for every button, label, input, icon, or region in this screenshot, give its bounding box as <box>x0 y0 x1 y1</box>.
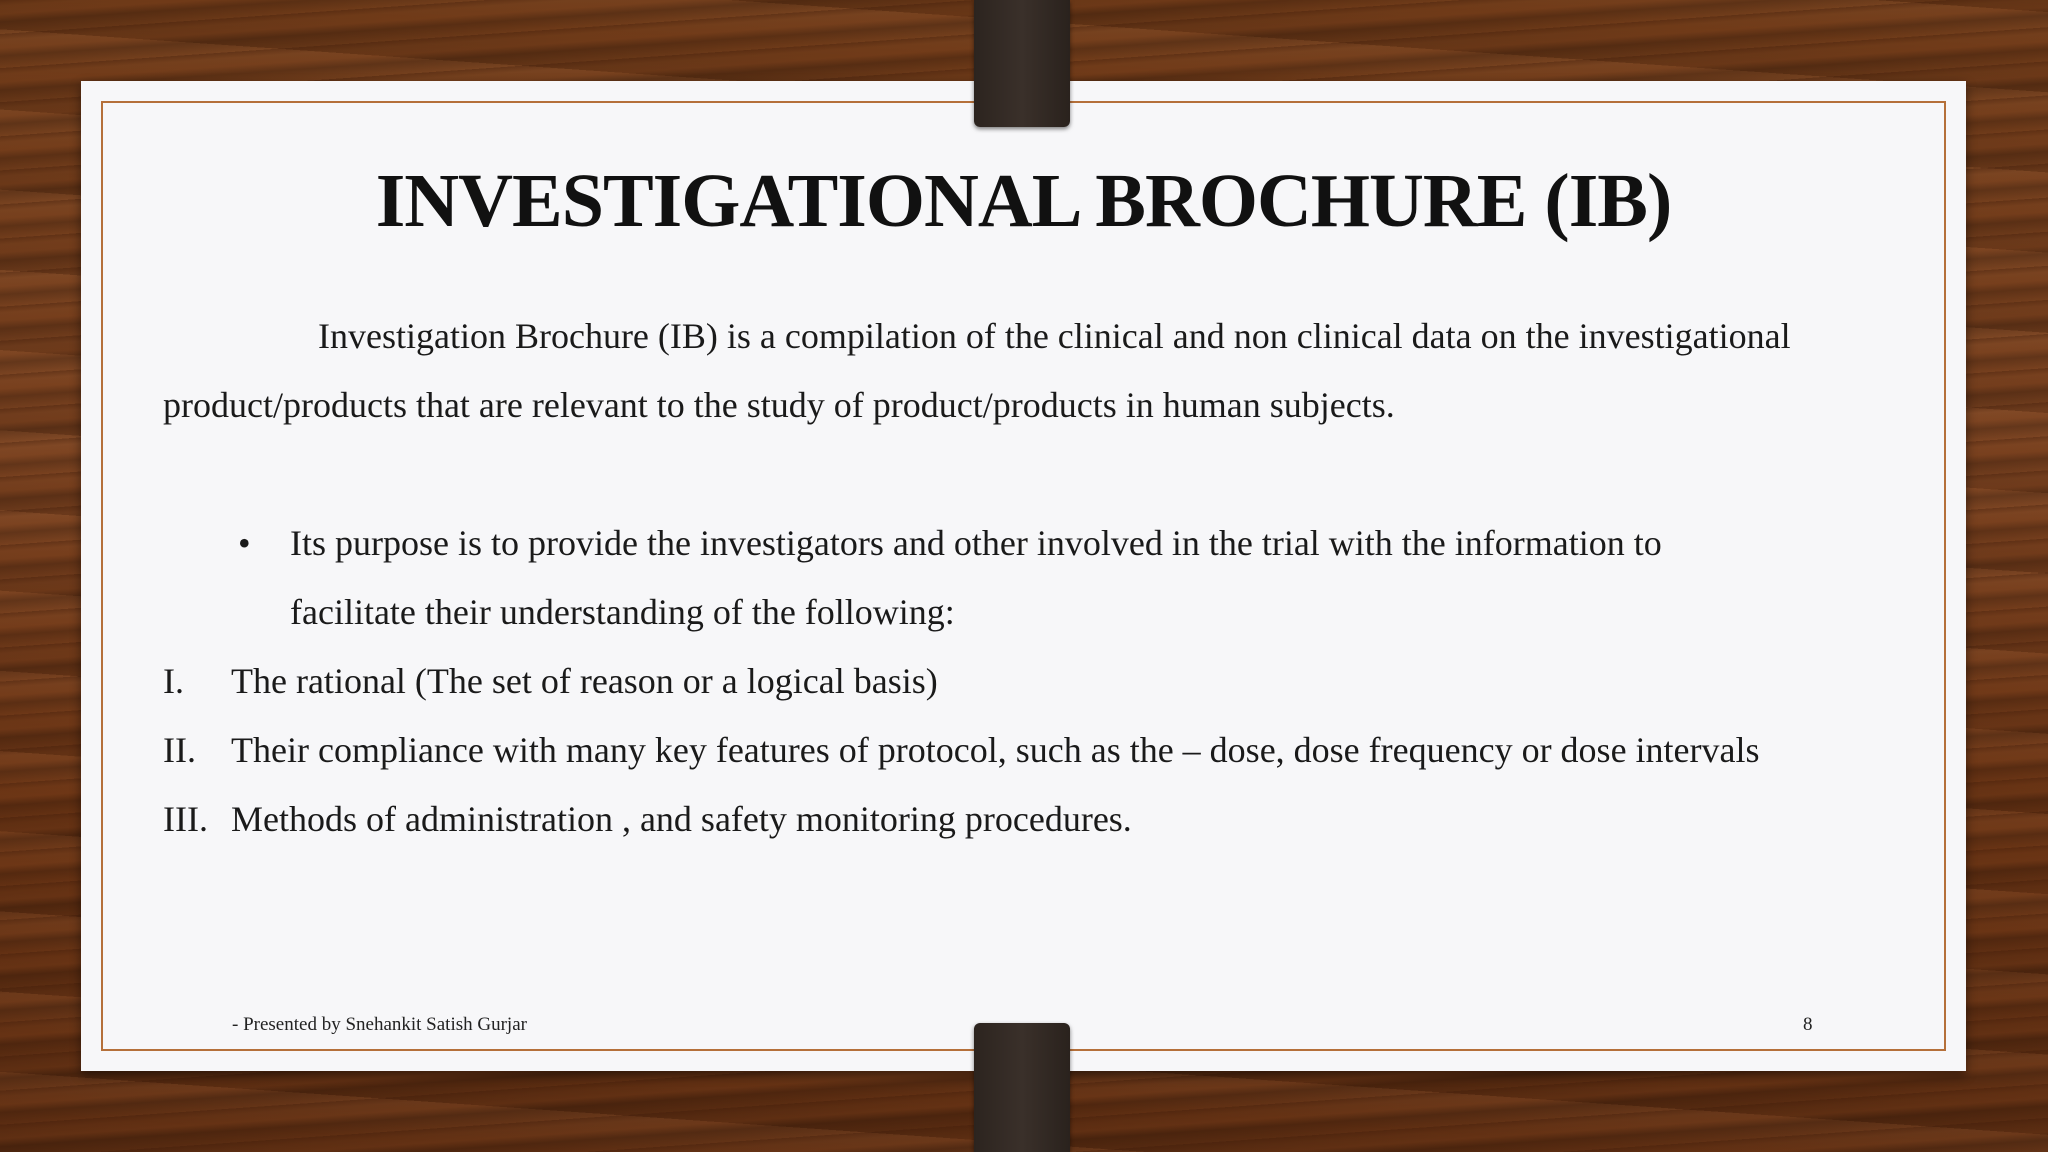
list-item <box>163 716 1963 785</box>
slide-page-number: 8 <box>1803 1014 1813 1035</box>
list-item <box>163 647 1963 716</box>
bullet-marker: • <box>238 523 251 563</box>
list-item-number: I. <box>163 661 184 701</box>
top-strap <box>974 0 1070 127</box>
list-item-text: Methods of administration , and safety monitoring procedures. <box>231 799 1132 839</box>
intro-paragraph: Investigation Brochure (IB) is a compilation of the clinical and non clinical data on the investigational product/products that are relevant to the study of product/products in human subjects. <box>163 316 1791 425</box>
footer-presenter: - Presented by Snehankit Satish Gurjar <box>232 1014 527 1035</box>
slide-title: INVESTIGATIONAL BROCHURE (IB) <box>375 159 1672 243</box>
roman-numeral-list <box>163 647 1963 854</box>
bullet-text: Its purpose is to provide the investigators and other involved in the trial with the information to facilitate their understanding of the following: <box>290 523 1662 632</box>
list-item-number: II. <box>163 730 196 770</box>
list-item-number: III. <box>163 799 208 839</box>
bottom-strap <box>974 1023 1070 1152</box>
bullet-item <box>238 509 1778 647</box>
list-item-text: Their compliance with many key features of protocol, such as the – dose, dose frequency or dose intervals <box>231 730 1760 770</box>
list-item <box>163 785 1963 854</box>
list-item-text: The rational (The set of reason or a logical basis) <box>231 661 938 701</box>
